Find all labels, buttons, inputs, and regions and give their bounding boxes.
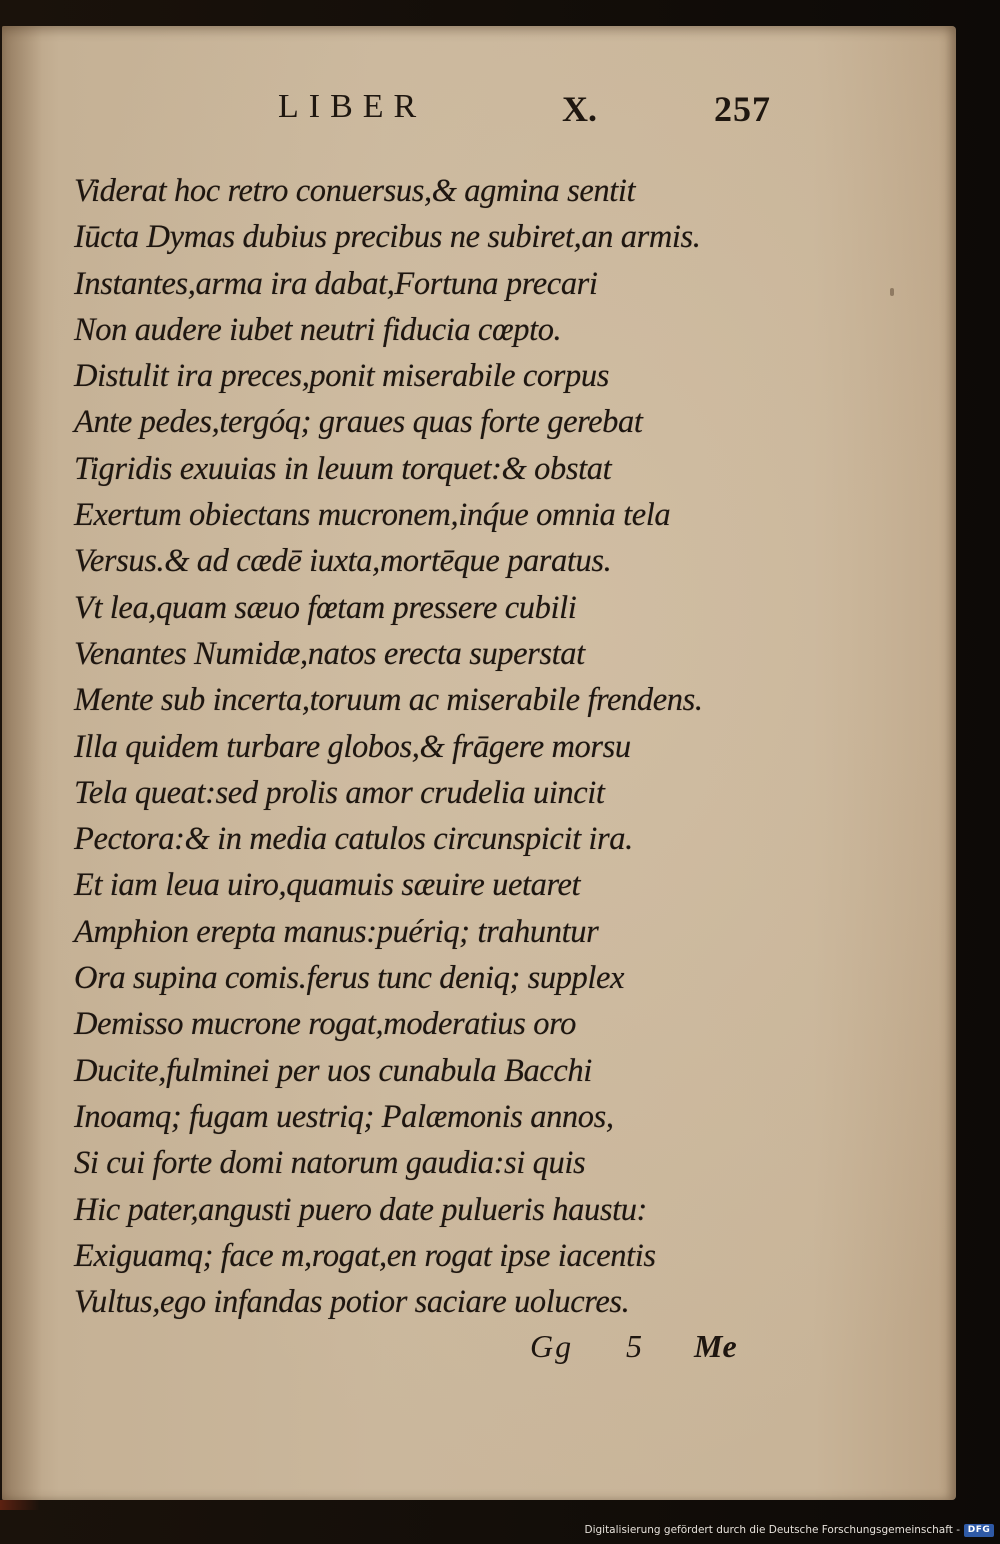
paper-speck <box>890 288 894 296</box>
verse-line: Non audere iubet neutri fiducia cœpto. <box>74 311 562 348</box>
verse-line: Exiguamq; face m,rogat,en rogat ipse iacentis <box>74 1237 656 1274</box>
verse-line: Demisso mucrone rogat,moderatius oro <box>74 1006 576 1043</box>
verse-line: Vultus,ego infandas potior saciare uolucres. <box>74 1284 630 1321</box>
verse-line: Inoamq; fugam uestriq; Palæmonis annos, <box>74 1098 614 1135</box>
verse-line: Instantes,arma ira dabat,Fortuna precari <box>74 265 598 302</box>
verse-line: Ora supina comis.ferus tunc deniq; supplex <box>74 960 625 997</box>
verse-line: Tigridis exuuias in leuum torquet:& obstat <box>74 450 612 487</box>
verse-line: Si cui forte domi natorum gaudia:si quis <box>74 1145 586 1182</box>
binding-edge-mark <box>0 1500 40 1510</box>
digitization-credit: Digitalisierung gefördert durch die Deutsche Forschungsgemeinschaft - <box>584 1524 960 1536</box>
verse-line: Tela queat:sed prolis amor crudelia uincit <box>74 774 605 811</box>
verse-line: Venantes Numidæ,natos erecta superstat <box>74 635 585 672</box>
catchline <box>530 1328 790 1372</box>
catchword: Me <box>694 1328 737 1364</box>
verse-text-block <box>74 168 774 1325</box>
verse-line: Hic pater,angusti puero date pulueris haustu: <box>74 1191 647 1228</box>
signature-number: 5 <box>626 1328 642 1364</box>
verse-line: Versus.& ad cædē iuxta,mortēque paratus. <box>74 543 612 580</box>
verse-line: Exertum obiectans mucronem,inq́ue omnia tela <box>74 497 671 534</box>
running-head-book-number: X. <box>562 89 597 129</box>
verse-line: Iūcta Dymas dubius precibus ne subiret,an armis. <box>74 219 701 256</box>
verse-line: Mente sub incerta,toruum ac miserabile frendens. <box>74 682 703 719</box>
signature-mark: Gg <box>530 1328 574 1364</box>
verse-line: Et iam leua uiro,quamuis sæuire uetaret <box>74 867 581 904</box>
verse-line: Viderat hoc retro conuersus,& agmina sentit <box>74 173 636 209</box>
gutter-shadow <box>2 26 42 1500</box>
verse-line: Vt lea,quam sæuo fœtam pressere cubili <box>74 589 577 626</box>
verse-line: Ducite,fulminei per uos cunabula Bacchi <box>74 1052 592 1089</box>
verse-line: Illa quidem turbare globos,& frāgere morsu <box>74 728 631 765</box>
verse-line: Amphion erepta manus:puériq; trahuntur <box>74 913 599 950</box>
running-head-title: LIBER <box>278 88 427 125</box>
verse-line: Distulit ira preces,ponit miserabile corpus <box>74 358 609 395</box>
folio-number: 257 <box>714 89 771 129</box>
book-page <box>2 26 956 1500</box>
verse-line: Pectora:& in media catulos circunspicit ira. <box>74 821 633 858</box>
verse-line: Ante pedes,tergóq; graues quas forte gerebat <box>74 404 643 441</box>
running-head <box>2 86 956 136</box>
dfg-logo: DFG <box>964 1524 994 1537</box>
